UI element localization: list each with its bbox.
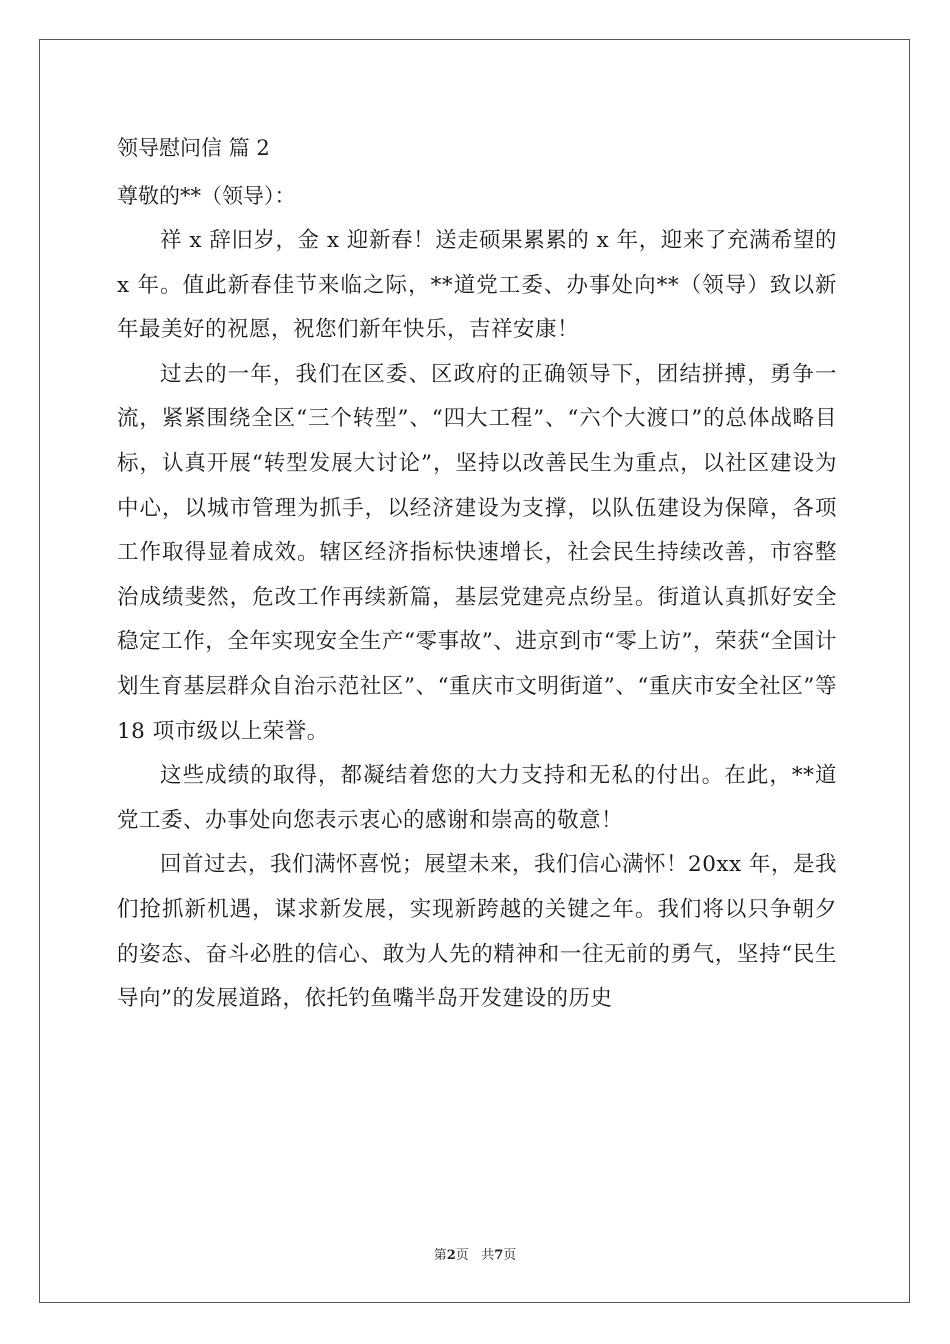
page-current: 2: [446, 1248, 456, 1263]
page-total: 7: [494, 1248, 504, 1263]
page-suffix: 页: [503, 1248, 517, 1263]
page-prefix: 第: [433, 1248, 447, 1263]
paragraph-1: 祥 x 辞旧岁，金 x 迎新春！送走硕果累累的 x 年，迎来了充满希望的 x 年。值此新春佳节来临之际，**道党工委、办事处向**（领导）致以新年最美好的祝愿，祝您们新年快乐，吉祥安康！: [117, 228, 837, 343]
document-heading: 领导慰问信 篇 2: [117, 136, 270, 160]
page-number-footer: [0, 1248, 950, 1264]
paragraph-3: 这些成绩的取得，都凝结着您的大力支持和无私的付出。在此，**道党工委、办事处向您表示衷心的感谢和崇高的敬意！: [117, 763, 837, 833]
salutation: 尊敬的**（领导）：: [117, 184, 296, 208]
page-mid: 页 共: [455, 1248, 495, 1263]
paragraph-4: 回首过去，我们满怀喜悦；展望未来，我们信心满怀！20xx 年，是我们抢抓新机遇，谋求新发展，实现新跨越的关键之年。我们将以只争朝夕的姿态、奋斗必胜的信心、敢为人先的精神和一往无前的勇气，坚持“民生导向”的发展道路，依托钓鱼嘴半岛开发建设的历史: [117, 852, 837, 1012]
paragraph-2: 过去的一年，我们在区委、区政府的正确领导下，团结拼搏，勇争一流，紧紧围绕全区“三个转型”、“四大工程”、“六个大渡口”的总体战略目标，认真开展“转型发展大讨论”，坚持以改善民生为重点，以社区建设为中心，以城市管理为抓手，以经济建设为支撑，以队伍建设为保障，各项工作取得显着成效。辖区经济指标快速增长，社会民生持续改善，市容整治成绩斐然，危改工作再续新篇，基层党建亮点纷呈。街道认真抓好安全稳定工作，全年实现安全生产“零事故”、进京到市“零上访”，荣获“全国计划生育基层群众自治示范社区”、“重庆市文明街道”、“重庆市安全社区”等 18 项市级以上荣誉。: [117, 361, 837, 744]
document-body: [117, 126, 837, 1022]
